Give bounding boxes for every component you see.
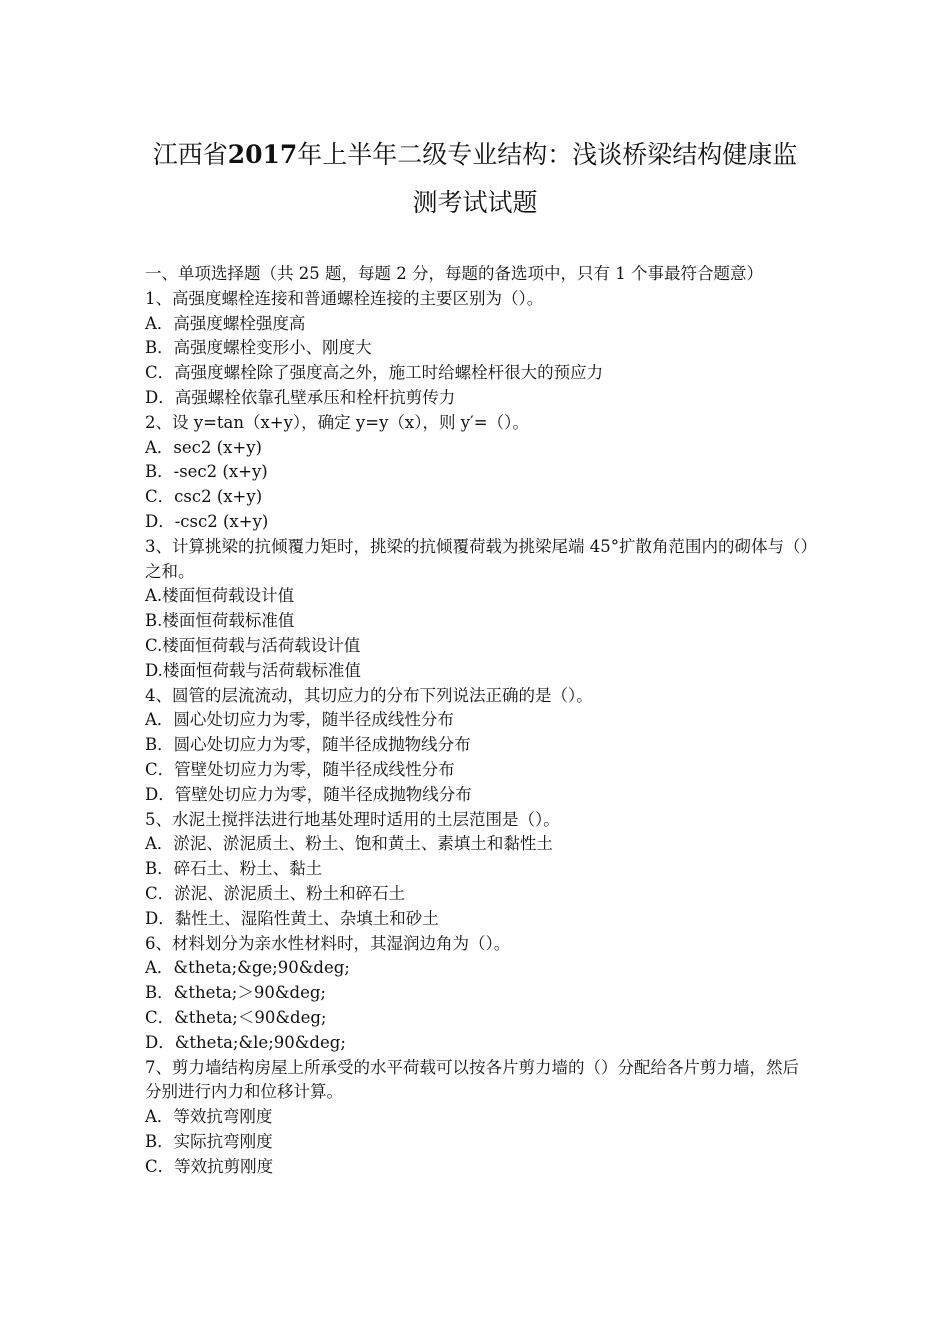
option-a: A．圆心处切应力为零，随半径成线性分布: [145, 710, 454, 730]
title-text-a: 江西省: [152, 140, 228, 169]
option-c: C．管壁处切应力为零，随半径成线性分布: [145, 759, 455, 779]
question-stem: 1、高强度螺栓连接和普通螺栓连接的主要区别为（）。: [145, 288, 544, 308]
option-c: C．等效抗剪刚度: [145, 1156, 274, 1176]
option-c: C．淤泥、淤泥质土、粉土和碎石土: [145, 883, 406, 903]
section-intro: 一、单项选择题（共 25 题，每题 2 分，每题的备选项中，只有 1 个事最符合题意）: [145, 264, 763, 283]
option-c: C.楼面恒荷载与活荷载设计值: [145, 635, 361, 655]
option-a: A.楼面恒荷载设计值: [145, 586, 295, 606]
question-stem: 2、设 y=tan（x+y），确定 y=y（x），则 y′=（）。: [145, 412, 529, 432]
option-a: A．sec2 (x+y): [145, 437, 262, 457]
question-stem: 3、计算挑梁的抗倾覆力矩时，挑梁的抗倾覆荷载为挑梁尾端 45°扩散角范围内的砌体与（）之和。: [145, 536, 809, 581]
option-b: B．&theta;＞90&deg;: [145, 983, 326, 1003]
question-4: [145, 684, 810, 808]
question-stem: 6、材料划分为亲水性材料时，其湿润边角为（）。: [145, 933, 511, 953]
option-b: B．高强度螺栓变形小、刚度大: [145, 338, 372, 358]
option-b: B．-sec2 (x+y): [145, 462, 268, 482]
option-b: B．碎石土、粉土、黏土: [145, 859, 323, 879]
question-1: [145, 287, 810, 411]
option-a: A．等效抗弯刚度: [145, 1107, 273, 1127]
question-5: [145, 808, 810, 932]
question-6: [145, 932, 810, 1056]
option-d: D．管壁处切应力为零，随半径成抛物线分布: [145, 784, 472, 804]
question-stem: 5、水泥土搅拌法进行地基处理时适用的土层范围是（）。: [145, 809, 560, 829]
document-title-line-1: [120, 140, 830, 170]
document-body: [145, 262, 810, 1179]
option-d: D.楼面恒荷载与活荷载标准值: [145, 660, 361, 680]
question-7: [145, 1056, 810, 1180]
option-d: D．-csc2 (x+y): [145, 511, 269, 531]
option-d: D．高强螺栓依靠孔壁承压和栓杆抗剪传力: [145, 387, 456, 407]
option-c: C．&theta;＜90&deg;: [145, 1007, 327, 1027]
question-3: [145, 535, 810, 684]
option-c: C．高强度螺栓除了强度高之外，施工时给螺栓杆很大的预应力: [145, 363, 604, 383]
option-a: A．高强度螺栓强度高: [145, 313, 306, 333]
question-stem: 4、圆管的层流流动，其切应力的分布下列说法正确的是（）。: [145, 685, 593, 705]
option-c: C．csc2 (x+y): [145, 487, 263, 507]
document-title-line-2: 测考试试题: [412, 188, 538, 217]
option-a: A．淤泥、淤泥质土、粉土、饱和黄土、素填土和黏性土: [145, 834, 553, 854]
option-a: A．&theta;&ge;90&deg;: [145, 958, 350, 978]
question-2: [145, 411, 810, 535]
title-year: 2017: [227, 140, 298, 169]
option-d: D．黏性土、湿陷性黄土、杂填土和砂土: [145, 908, 439, 928]
option-b: B.楼面恒荷载标准值: [145, 611, 295, 631]
question-stem: 7、剪力墙结构房屋上所承受的水平荷载可以按各片剪力墙的（）分配给各片剪力墙，然后分别进行内力和位移计算。: [145, 1057, 799, 1102]
option-b: B．实际抗弯刚度: [145, 1131, 273, 1151]
title-text-c: 年上半年二级专业结构：浅谈桥梁结构健康监: [297, 140, 798, 169]
option-d: D．&theta;&le;90&deg;: [145, 1032, 346, 1052]
option-b: B．圆心处切应力为零，随半径成抛物线分布: [145, 735, 471, 755]
